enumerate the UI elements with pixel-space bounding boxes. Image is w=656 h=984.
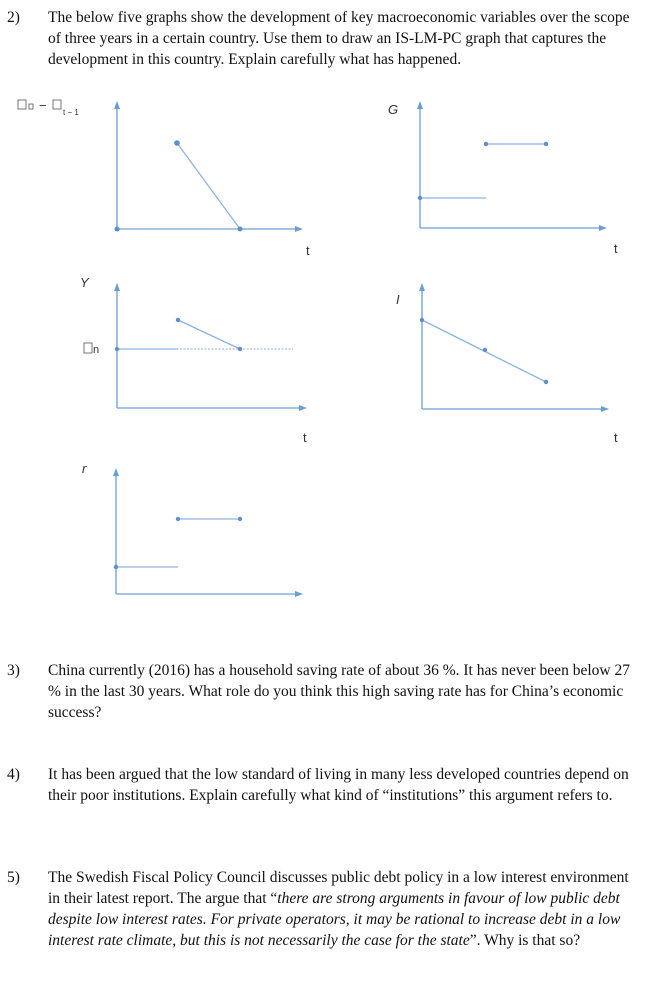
series-line (177, 143, 240, 229)
natural-output-label: n (93, 344, 100, 356)
y-axis-minus: − (39, 98, 47, 113)
data-point (418, 196, 422, 200)
graph-government-spending (388, 101, 618, 256)
series-line (178, 320, 240, 349)
data-point (238, 227, 243, 232)
missing-glyph-icon (18, 100, 26, 109)
x-axis-label: t (303, 430, 307, 445)
graph-output (80, 275, 307, 445)
question-text: It has been argued that the low standard of living in many less developed countries depend on their poor institutions. Explain carefully what kind of “institutions” this argument refers to. (48, 766, 629, 804)
question-number: 3) (7, 662, 20, 679)
y-axis-arrow-icon (114, 101, 120, 109)
question-text-start: The Swedish Fiscal Policy Council discusses public debt policy in a low interest environment in their latest report. The argue that “ (48, 869, 629, 907)
data-point (238, 517, 242, 521)
graph-investment (396, 283, 618, 445)
y-axis-label: G (388, 102, 399, 117)
data-point (544, 142, 548, 146)
question-text-end: ”. Why is that so? (469, 932, 581, 949)
data-point (238, 347, 242, 351)
data-point (115, 347, 119, 351)
graph-inflation-change (18, 98, 310, 258)
x-axis-arrow-icon (601, 406, 609, 412)
x-axis-label: t (614, 430, 618, 445)
x-axis-arrow-icon (599, 225, 607, 231)
question-number: 4) (7, 766, 20, 783)
y-axis-label: Y (80, 275, 89, 290)
x-axis-arrow-icon (295, 591, 303, 597)
data-point (420, 318, 424, 322)
question-number: 5) (7, 869, 20, 886)
x-axis-arrow-icon (295, 226, 303, 232)
y-axis-arrow-icon (114, 283, 120, 291)
data-point (115, 227, 120, 232)
graph-interest-rate (82, 461, 303, 597)
data-point (114, 565, 118, 569)
data-point (544, 380, 548, 384)
question-text (48, 867, 633, 951)
missing-glyph-icon (53, 100, 61, 109)
data-point (176, 318, 180, 322)
x-axis-label: t (614, 241, 618, 256)
y-axis-arrow-icon (419, 283, 425, 291)
data-point (484, 142, 488, 146)
data-point (174, 140, 180, 146)
missing-glyph-icon (29, 104, 33, 109)
y-axis-arrow-icon (113, 468, 119, 476)
y-axis-label: r (82, 461, 87, 476)
question-text: China currently (2016) has a household saving rate of about 36 %. It has never been below 27 % in the last 30 years. What role do you think this high saving rate has for China’s economic success? (48, 662, 630, 721)
data-point (483, 348, 487, 352)
data-point (176, 517, 180, 521)
x-axis-arrow-icon (299, 405, 307, 411)
question-text: The below five graphs show the development of key macroeconomic variables over the scope of three years in a certain country. Use them to draw an IS-LM-PC graph that captures the development in this country. Explain carefully what has happened. (48, 9, 630, 68)
question-number: 2) (7, 9, 20, 26)
y-axis-subscript: t − 1 (63, 108, 79, 117)
y-axis-label: I (396, 292, 400, 307)
missing-glyph-icon (84, 343, 92, 353)
quote-text: there are strong arguments in favour of low public debt despite low interest rates. For private operators, it may be rational to increase debt in a low interest rate climate, but this is not necessarily the case for the state (48, 890, 621, 949)
y-axis-arrow-icon (417, 101, 423, 109)
x-axis-label: t (306, 243, 310, 258)
